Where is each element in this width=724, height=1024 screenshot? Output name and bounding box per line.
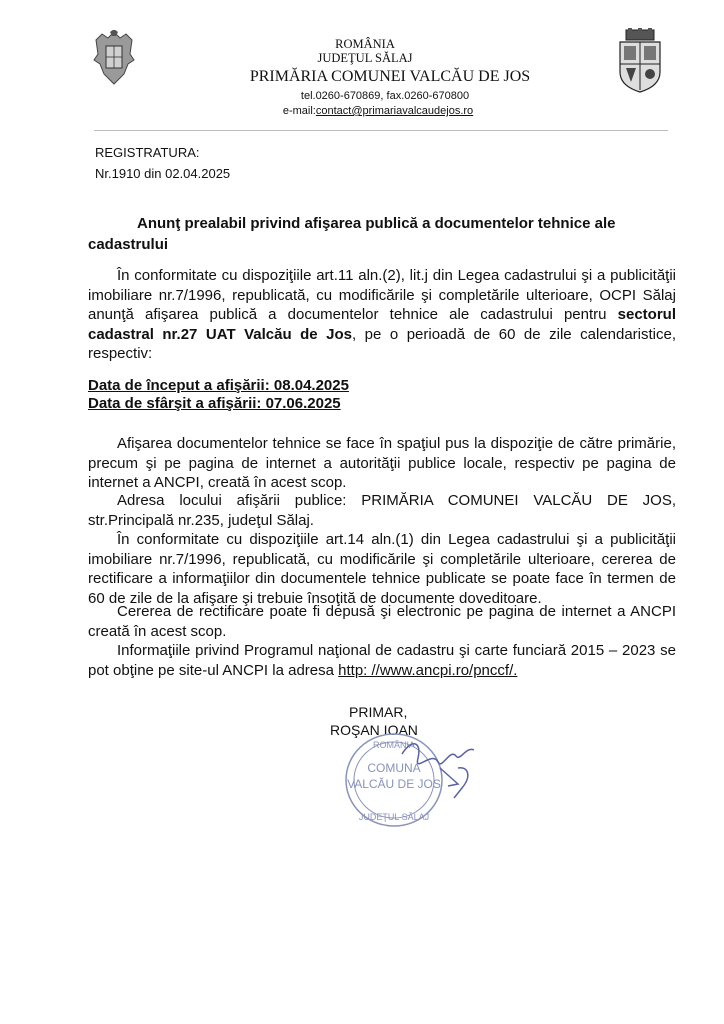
signature-title: PRIMAR, [349, 704, 408, 720]
end-date: Data de sfârşit a afişării: 07.06.2025 [88, 395, 341, 412]
svg-text:VALCĂU DE JOS: VALCĂU DE JOS [347, 777, 441, 791]
paragraph-electronic-request: Cererea de rectificare poate fi depusă şi electronic pe pagina de internet a ANCPI creată în acest scop. [88, 603, 676, 640]
registry-label: REGISTRATURA: [95, 145, 200, 160]
email-prefix: e-mail: [282, 105, 316, 117]
cadastral-sector: sectorul cadastral nr.27 UAT Valcău de Jos [88, 306, 676, 343]
document-title [88, 213, 668, 255]
paragraph-address: Adresa locului afişării publice: PRIMĂRIA COMUNEI VALCĂU DE JOS, str.Principală nr.235, judeţul Sălaj. [88, 492, 676, 529]
email-link[interactable]: contact@primariavalcaudejos.ro [315, 105, 474, 117]
paragraph-program-info [88, 641, 676, 680]
start-date: Data de început a afişării: 08.04.2025 [88, 377, 349, 394]
header-phone: tel.0260-670869, fax.0260-670800 [300, 90, 470, 102]
paragraph-display-location: Afişarea documentelor tehnice se face în spaţiul pus la dispoziţie de către primărie, precum şi pe pagina de internet a autorităţii publice locale, respectiv pe pagina de internet a ANCPI, creată în acest scop. [88, 435, 676, 491]
svg-text:ROMÂNIA: ROMÂNIA [372, 740, 416, 750]
header-county: JUDEŢUL SĂLAJ [317, 51, 413, 65]
program-info-text: Informaţiile privind Programul naţional de cadastru şi carte funciară 2015 – 2023 se pot obţine pe site-ul ANCPI la adresa [88, 642, 676, 679]
intro-paragraph [88, 266, 676, 364]
intro-text-end: , pe o perioadă de 60 de zile calendaristice, respectiv: [88, 325, 677, 362]
ancpi-link[interactable]: http: //www.ancpi.ro/pnccf/. [338, 661, 518, 679]
signature-name: ROŞAN IOAN [330, 722, 418, 738]
header-country: ROMÂNIA [335, 37, 395, 51]
county-coat-of-arms-icon [618, 28, 662, 99]
header-email-line [258, 105, 498, 117]
title-line-2: cadastrului [88, 236, 169, 253]
header-divider [94, 130, 668, 131]
svg-text:COMUNA: COMUNA [367, 761, 421, 775]
svg-text:JUDEŢUL SĂLAJ: JUDEŢUL SĂLAJ [358, 812, 430, 822]
intro-text: În conformitate cu dispoziţiile art.11 aln.(2), lit.j din Legea cadastrului şi a publicităţii imobiliare nr.7/1996, republicată, cu modificările şi completările ulterioare, OCPI Sălaj anunţă afişarea publică a documentelor tehnice ale cadastrului pentru [88, 267, 676, 323]
title-line-1: Anunţ prealabil privind afişarea publică a documentelor tehnice ale [137, 215, 616, 232]
romania-coat-of-arms-icon [92, 30, 136, 91]
registry-number: Nr.1910 din 02.04.2025 [95, 166, 231, 181]
paragraph-rectification: În conformitate cu dispoziţiile art.14 aln.(1) din Legea cadastrului şi a publicităţii imobiliare nr.7/1996, republicată, cu modificările şi completările ulterioare, cererea de rectificare a informaţiilor din documentele tehnice publicate se poate face în termen de 60 de zile de la afişare şi trebuie însoţită de documente doveditoare. [88, 531, 676, 607]
official-stamp [342, 728, 502, 843]
display-dates [88, 377, 349, 413]
header-office: PRIMĂRIA COMUNEI VALCĂU DE JOS [249, 68, 531, 85]
